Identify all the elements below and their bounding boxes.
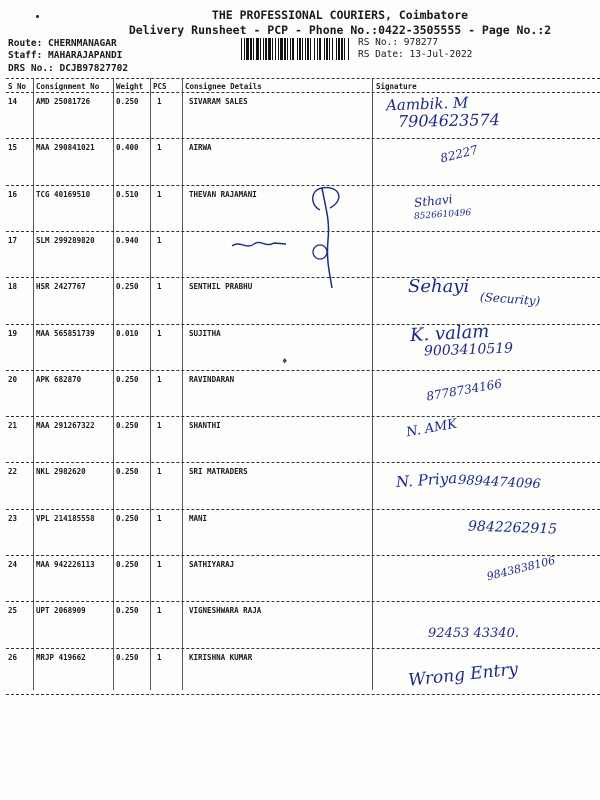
rs-number: RS No.: 978277 [358,37,439,48]
row-consignment: HSR 2427767 [36,282,86,292]
row-sno: 16 [8,189,18,199]
barcode-bar [241,38,242,60]
row-pcs: 1 [157,97,162,106]
barcode-bar [287,38,288,60]
col-divider [372,78,373,690]
handwritten-signature: 7904623574 [397,110,500,131]
barcode-bar [292,38,294,60]
barcode-bar [317,38,318,60]
barcode-bar [284,38,286,60]
row-weight: 0.250 [116,652,139,662]
header-rule-bottom [6,92,600,93]
row-pcs: 1 [157,560,162,569]
row-separator [6,370,600,371]
row-weight: 0.250 [116,374,139,384]
pointer-mark: ♦ [282,357,288,367]
barcode-bar [256,38,259,60]
drs-number: DRS No.: DCJB97827702 [8,63,129,74]
barcode-bar [250,38,252,60]
barcode-bar [290,38,291,60]
row-pcs: 1 [157,328,162,338]
row-consignee: KIRISHNA KUMAR [189,652,253,662]
handwritten-mark [230,230,290,254]
barcode-bar [348,38,349,60]
handwritten-signature: 82227 [438,142,480,166]
company-title: THE PROFESSIONAL COURIERS, Coimbatore [211,8,469,22]
handwritten-signature: N. AMK [405,416,459,441]
scan-speck [36,15,39,18]
row-weight: 0.010 [116,328,139,338]
barcode-bar [272,38,273,60]
header-rule-top [6,78,600,79]
row-consignment: MAA 942226113 [36,560,95,569]
row-consignment: NKL 2982620 [36,467,86,477]
row-sno: 20 [8,374,18,384]
col-header-pcs: PCS [153,82,167,91]
row-consignment: MAA 290841021 [36,143,95,153]
barcode-bar [265,38,267,60]
barcode-bar [244,38,245,60]
barcode-bar [302,38,303,60]
barcode-bar [332,38,333,60]
row-weight: 0.940 [116,235,139,245]
runsheet-title: Delivery Runsheet - PCP - Phone No.:0422-3505555 - Page No.:2 [128,23,552,37]
barcode-bar [326,38,328,60]
row-sno: 17 [8,235,18,245]
row-pcs: 1 [157,282,162,292]
barcode-bar [246,38,249,60]
row-consignee: THEVAN RAJAMANI [189,189,257,199]
route-label: Route: CHERNMANAGAR [8,38,117,49]
row-consignee: VIGNESHWARA RAJA [189,606,262,616]
handwritten-signature: K. valam [409,320,490,346]
row-sno: 26 [8,652,18,662]
row-separator [6,648,600,649]
barcode-bar [324,38,325,60]
row-consignee: SENTHIL PRABHU [189,282,253,292]
row-consignment: AMD 25081726 [36,97,91,106]
row-pcs: 1 [157,189,162,199]
barcode-bar [260,38,261,60]
handwritten-signature: (Security) [479,290,541,309]
barcode-bar [253,38,254,60]
barcode-bar [341,38,343,60]
row-separator [6,601,600,602]
handwritten-signature: 8526610496 [413,207,472,222]
row-sno: 22 [8,467,18,477]
barcode-bar [297,38,298,60]
row-consignment: MRJP 419662 [36,652,86,662]
row-sno: 18 [8,282,18,292]
handwritten-mark [300,180,370,290]
col-divider [113,78,114,690]
row-pcs: 1 [157,606,162,616]
row-separator [6,555,600,556]
row-consignee: RAVINDARAN [189,374,235,384]
row-sno: 19 [8,328,18,338]
row-consignee: SIVARAM SALES [189,97,248,106]
row-weight: 0.250 [116,97,139,106]
row-sno: 21 [8,421,18,431]
row-consignment: VPL 214185558 [36,513,95,523]
barcode-bar [305,38,306,60]
row-consignee: SHANTHI [189,421,221,431]
row-consignee: AIRWA [189,143,212,153]
barcode-bar [310,38,311,60]
barcode-bar [319,38,321,60]
row-weight: 0.250 [116,282,139,292]
handwritten-signature: 9003410519 [423,339,514,360]
handwritten-signature: Sthavi [413,191,454,210]
col-divider [182,78,183,690]
row-sno: 15 [8,143,18,153]
row-weight: 0.250 [116,560,139,569]
row-weight: 0.250 [116,421,139,431]
row-separator [6,462,600,463]
col-header-sno: S No [8,82,27,91]
row-weight: 0.510 [116,189,139,199]
barcode-bar [278,38,279,60]
barcode-bar [299,38,301,60]
col-header-consignee: Consignee Details [185,82,262,91]
col-header-signature: Signature [376,82,417,91]
row-sno: 25 [8,606,18,616]
handwritten-signature: 9894474096 [457,473,542,493]
row-consignment: UPT 2068909 [36,606,86,616]
barcode-bar [307,38,309,60]
staff-label: Staff: MAHARAJAPANDI [8,50,123,61]
row-weight: 0.250 [116,606,139,616]
row-sno: 24 [8,560,18,569]
row-weight: 0.250 [116,513,139,523]
row-consignee: SRI MATRADERS [189,467,248,477]
row-separator [6,324,600,325]
row-sno: 23 [8,513,18,523]
row-sno: 14 [8,97,18,106]
row-consignment: TCG 40169510 [36,189,91,199]
barcode-bar [280,38,283,60]
row-consignment: APK 682870 [36,374,82,384]
row-pcs: 1 [157,421,162,431]
barcode [240,38,352,60]
row-separator [6,509,600,510]
barcode-bar [263,38,264,60]
row-pcs: 1 [157,235,162,245]
row-weight: 0.250 [116,467,139,477]
row-pcs: 1 [157,374,162,384]
row-consignment: MAA 565851739 [36,328,95,338]
barcode-bar [275,38,276,60]
col-divider [33,78,34,690]
row-consignee: SATHIYARAJ [189,560,235,569]
barcode-bar [336,38,337,60]
handwritten-signature: N. Priya [395,469,458,492]
row-weight: 0.400 [116,143,139,153]
handwritten-signature: 9843838106 [485,553,557,584]
barcode-bar [268,38,271,60]
barcode-bar [314,38,315,60]
row-separator [6,138,600,139]
handwritten-signature: Aambik. M [385,93,469,115]
row-pcs: 1 [157,467,162,477]
handwritten-signature: 9842262915 [467,518,558,538]
rs-date: RS Date: 13-Jul-2022 [358,49,473,60]
handwritten-signature: 92453 43340. [428,626,519,642]
row-consignment: MAA 291267322 [36,421,95,431]
col-header-consignment: Consignment No [36,82,100,91]
barcode-bar [329,38,330,60]
col-header-weight: Weight [116,82,144,91]
handwritten-signature: Sehayi [408,276,470,298]
row-separator [6,416,600,417]
handwritten-signature: Wrong Entry [407,658,519,691]
row-pcs: 1 [157,143,162,153]
barcode-bar [344,38,345,60]
row-separator [6,694,600,695]
row-consignee: MANI [189,513,208,523]
row-pcs: 1 [157,652,162,662]
row-consignee: SUJITHA [189,328,221,338]
barcode-bar [338,38,340,60]
handwritten-signature: 8778734166 [425,376,503,404]
row-pcs: 1 [157,513,162,523]
col-divider [150,78,151,690]
row-consignment: SLM 299289820 [36,235,95,245]
